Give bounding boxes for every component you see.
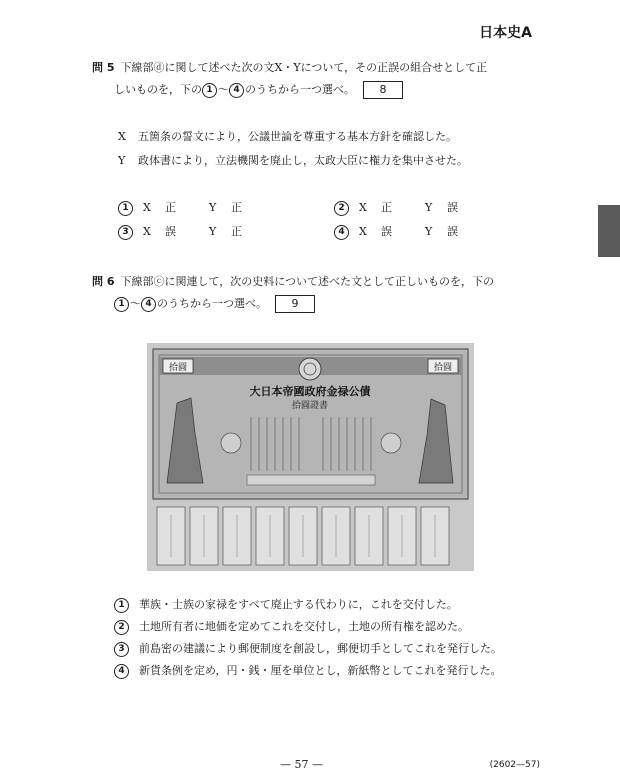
q5-line1-text: 下線部ⓓに関して述べた次の文X・Yについて，その正誤の組合せとして正 (120, 61, 488, 74)
q6-answer-box[interactable]: 9 (275, 295, 315, 313)
q6-range-start: 1 (114, 297, 129, 312)
option-number: 3 (118, 225, 133, 240)
subject-title: 日本史A (479, 25, 532, 41)
q6-line1-text: 下線部ⓒに関連して，次の史料について述べた文として正しいものを，下の (120, 275, 495, 288)
option-number: 3 (114, 642, 129, 657)
option-y-label: Y (209, 225, 217, 238)
option-x-value: 正 (381, 201, 392, 214)
q6-range-end: 4 (141, 297, 156, 312)
option-y-label: Y (425, 201, 433, 214)
q5-answer-box[interactable]: 8 (363, 81, 403, 99)
q5-option-1[interactable] (118, 198, 242, 218)
corner-right-label: 拾圓 (433, 363, 453, 373)
q6-range-sep: ～ (130, 297, 141, 310)
q6-line2-post: のうちから一つ選べ。 (157, 297, 267, 310)
option-number: 1 (118, 201, 133, 216)
option-text: 前島密の建議により郵便制度を創設し，郵便切手としてこれを発行した。 (139, 642, 502, 655)
option-text: 新貨条例を定め，円・銭・厘を単位とし，新紙幣としてこれを発行した。 (139, 664, 502, 677)
statement-label: Y (118, 154, 126, 167)
q5-range-end: 4 (229, 83, 244, 98)
q6-prompt (92, 272, 562, 314)
option-y-label: Y (425, 225, 433, 238)
q6-option-4[interactable] (114, 660, 574, 682)
q5-option-2[interactable] (334, 198, 458, 218)
left-seal (221, 433, 241, 453)
crest-emblem (299, 358, 321, 380)
statement-text: 政体書により，立法機関を廃止し，太政大臣に権力を集中させた。 (138, 154, 468, 167)
q5-statement-y (118, 152, 468, 170)
bond-certificate-image (147, 343, 474, 571)
page-number: — 57 — (280, 758, 323, 771)
certificate-subtitle: 拾圓證書 (291, 401, 329, 411)
section-tab-marker (598, 205, 620, 257)
option-number: 2 (334, 201, 349, 216)
exam-code: (2602—57) (489, 760, 540, 770)
q5-option-4[interactable] (334, 222, 458, 242)
serial-bar (247, 475, 375, 485)
corner-left-label: 拾圓 (168, 363, 188, 373)
option-number: 1 (114, 598, 129, 613)
q6-option-2[interactable] (114, 616, 574, 638)
q5-range-start: 1 (202, 83, 217, 98)
option-y-value: 正 (231, 225, 242, 238)
option-text: 華族・士族の家禄をすべて廃止する代わりに，これを交付した。 (139, 598, 458, 611)
q6-options (114, 594, 574, 682)
q6-number: 問 6 (92, 275, 115, 288)
q6-line2 (92, 294, 562, 314)
option-x-value: 誤 (381, 225, 392, 238)
option-x-label: X (359, 225, 367, 238)
q5-number: 問 5 (92, 61, 115, 74)
q5-statement-x (118, 128, 468, 146)
q5-line2-post: のうちから一つ選べ。 (245, 83, 355, 96)
option-y-value: 誤 (447, 201, 458, 214)
q6-option-1[interactable] (114, 594, 574, 616)
q5-option-3[interactable] (118, 222, 242, 242)
q5-line1 (92, 58, 562, 78)
option-y-value: 正 (231, 201, 242, 214)
option-number: 4 (114, 664, 129, 679)
q5-prompt (92, 58, 562, 100)
option-text: 土地所有者に地価を定めてこれを交付し，土地の所有権を認めた。 (139, 620, 469, 633)
option-y-label: Y (209, 201, 217, 214)
option-x-label: X (359, 201, 367, 214)
q5-line2-pre: しいものを，下の (114, 83, 202, 96)
statement-label: X (118, 130, 126, 143)
option-x-label: X (143, 225, 151, 238)
option-number: 4 (334, 225, 349, 240)
option-x-value: 正 (165, 201, 176, 214)
statement-text: 五箇条の誓文により，公議世論を尊重する基本方針を確認した。 (138, 130, 457, 143)
option-y-value: 誤 (447, 225, 458, 238)
certificate-title: 大日本帝國政府金禄公債 (249, 385, 371, 398)
q6-option-3[interactable] (114, 638, 574, 660)
q5-range-sep: ～ (218, 83, 229, 96)
q5-line2 (92, 80, 562, 100)
right-seal (381, 433, 401, 453)
q5-statements (118, 128, 468, 170)
option-x-label: X (143, 201, 151, 214)
option-x-value: 誤 (165, 225, 176, 238)
option-number: 2 (114, 620, 129, 635)
q6-line1 (92, 272, 562, 292)
